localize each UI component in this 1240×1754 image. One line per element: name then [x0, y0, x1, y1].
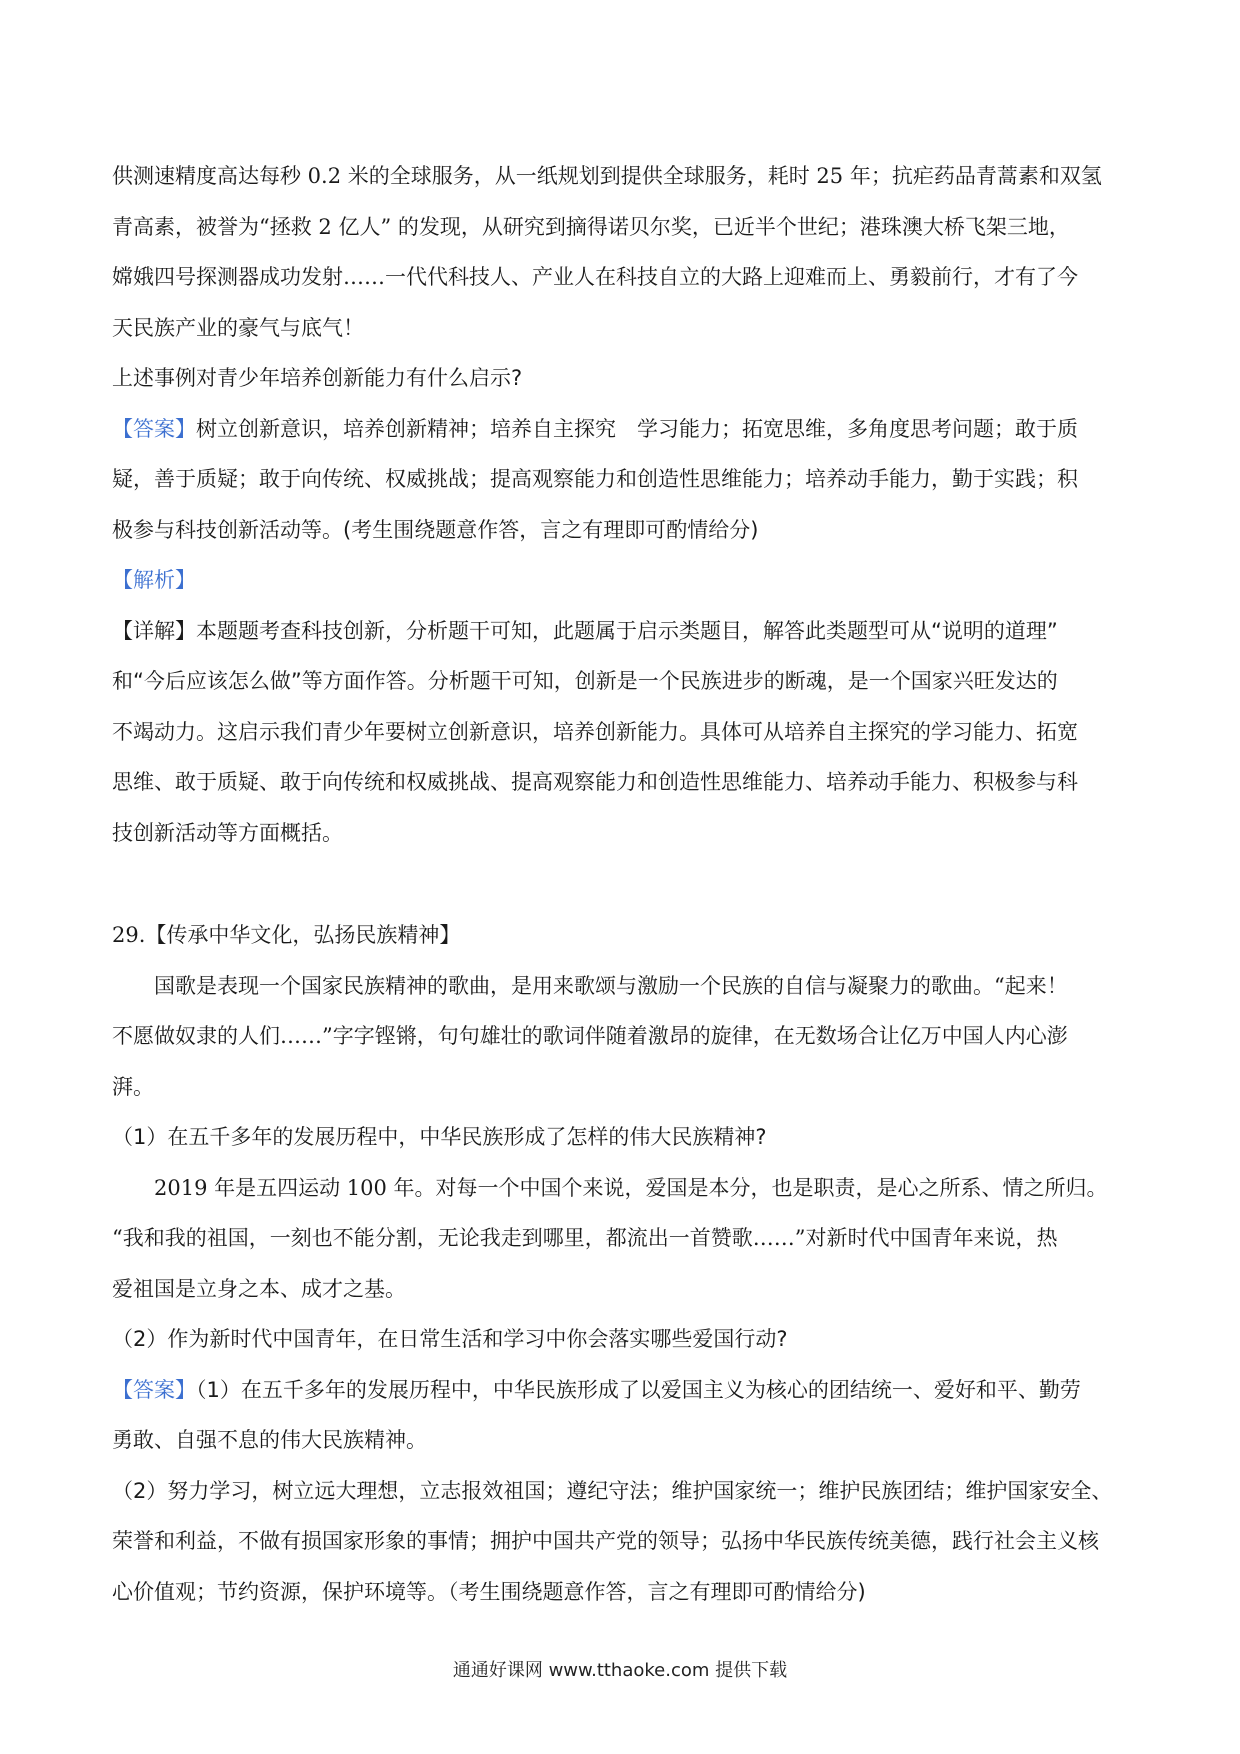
- material-line: 嫦娥四号探测器成功发射……一代代科技人、产业人在科技自立的大路上迎难而上、勇毅前行，才有了今: [112, 265, 1078, 289]
- q28-detail: [112, 606, 1132, 859]
- detail-text: 本题题考查科技创新，分析题干可知，此题属于启示类题目，解答此类题型可从“说明的道理”: [196, 618, 1058, 643]
- q29-question1: （1）在五千多年的发展历程中，中华民族形成了怎样的伟大民族精神?: [112, 1125, 767, 1149]
- q29-question2: （2）作为新时代中国青年，在日常生活和学习中你会落实哪些爱国行动?: [112, 1327, 788, 1351]
- analysis-label: 【解析】: [112, 568, 196, 592]
- q29-answer: [112, 1365, 1132, 1618]
- answer-line: 荣誉和利益，不做有损国家形象的事情；拥护中国共产党的领导；弘扬中华民族传统美德，践行社会主义核: [112, 1529, 1099, 1553]
- answer-text: 树立创新意识，培养创新精神；培养自主探究 学习能力；拓宽思维，多角度思考问题；敢于质: [196, 416, 1078, 441]
- section-gap: [112, 858, 1132, 910]
- answer-line: [112, 404, 1132, 455]
- detail-label: 【详解】: [112, 618, 196, 643]
- answer-label: 【答案】: [112, 416, 196, 441]
- detail-line: 和“今后应该怎么做”等方面作答。分析题干可知，创新是一个民族进步的断魂，是一个国家兴旺发达的: [112, 669, 1058, 693]
- answer-line: 勇敢、自强不息的伟大民族精神。: [112, 1428, 427, 1452]
- answer-line: [112, 1365, 1132, 1416]
- detail-line: 不竭动力。这启示我们青少年要树立创新意识，培养创新能力。具体可从培养自主探究的学习能力、拓宽: [112, 719, 1078, 744]
- page-content: [112, 151, 1132, 1617]
- detail-line: [112, 606, 1132, 657]
- material-line: 供测速精度高达每秒 0.2 米的全球服务，从一纸规划到提供全球服务，耗时 25 年；抗疟药品青蒿素和双氢: [112, 164, 1102, 188]
- q29-material2: [112, 1163, 1132, 1315]
- material-line: 湃。: [112, 1074, 154, 1099]
- material-line: 2019 年是五四运动 100 年。对每一个中国个来说，爱国是本分，也是职责，是心之所系、情之所归。: [154, 1175, 1108, 1200]
- q29-material1: [112, 961, 1132, 1113]
- material-line: 青高素，被誉为“拯救 2 亿人” 的发现，从研究到摘得诺贝尔奖，已近半个世纪；港珠澳大桥飞架三地，: [112, 214, 1070, 239]
- answer-text: （1）在五千多年的发展历程中，中华民族形成了以爱国主义为核心的团结统一、爱好和平、勤劳: [196, 1377, 1081, 1402]
- material-line: 国歌是表现一个国家民族精神的歌曲，是用来歌颂与激励一个民族的自信与凝聚力的歌曲。“起来！: [154, 973, 1068, 998]
- answer-line: 心价值观；节约资源，保护环境等。（考生围绕题意作答，言之有理即可酌情给分): [112, 1579, 866, 1604]
- q29-heading: 29.【传承中华文化，弘扬民族精神】: [112, 923, 461, 947]
- material-line: 天民族产业的豪气与底气！: [112, 315, 364, 340]
- page-footer: 通通好课网 www.tthaoke.com 提供下载: [452, 1660, 788, 1681]
- q28-answer: [112, 404, 1132, 556]
- material-line: 爱祖国是立身之本、成才之基。: [112, 1276, 406, 1301]
- q28-material: [112, 151, 1132, 353]
- answer-line: 极参与科技创新活动等。(考生围绕题意作答，言之有理即可酌情给分): [112, 517, 759, 542]
- detail-line: 思维、敢于质疑、敢于向传统和权威挑战、提高观察能力和创造性思维能力、培养动手能力、积极参与科: [112, 770, 1078, 794]
- detail-line: 技创新活动等方面概括。: [112, 820, 343, 845]
- answer-line: （2）努力学习，树立远大理想，立志报效祖国；遵纪守法；维护国家统一；维护民族团结；维护国家安全、: [112, 1478, 1113, 1503]
- material-line: “我和我的祖国，一刻也不能分割，无论我走到哪里，都流出一首赞歌……”对新时代中国青年来说，热: [112, 1226, 1058, 1250]
- material-line: 不愿做奴隶的人们……”字字铿锵，句句雄壮的歌词伴随着激昂的旋律，在无数场合让亿万中国人内心澎: [112, 1024, 1068, 1048]
- answer-label: 【答案】: [112, 1377, 196, 1402]
- q28-question: 上述事例对青少年培养创新能力有什么启示?: [112, 366, 523, 390]
- answer-line: 疑，善于质疑；敢于向传统、权威挑战；提高观察能力和创造性思维能力；培养动手能力，勤于实践；积: [112, 467, 1078, 491]
